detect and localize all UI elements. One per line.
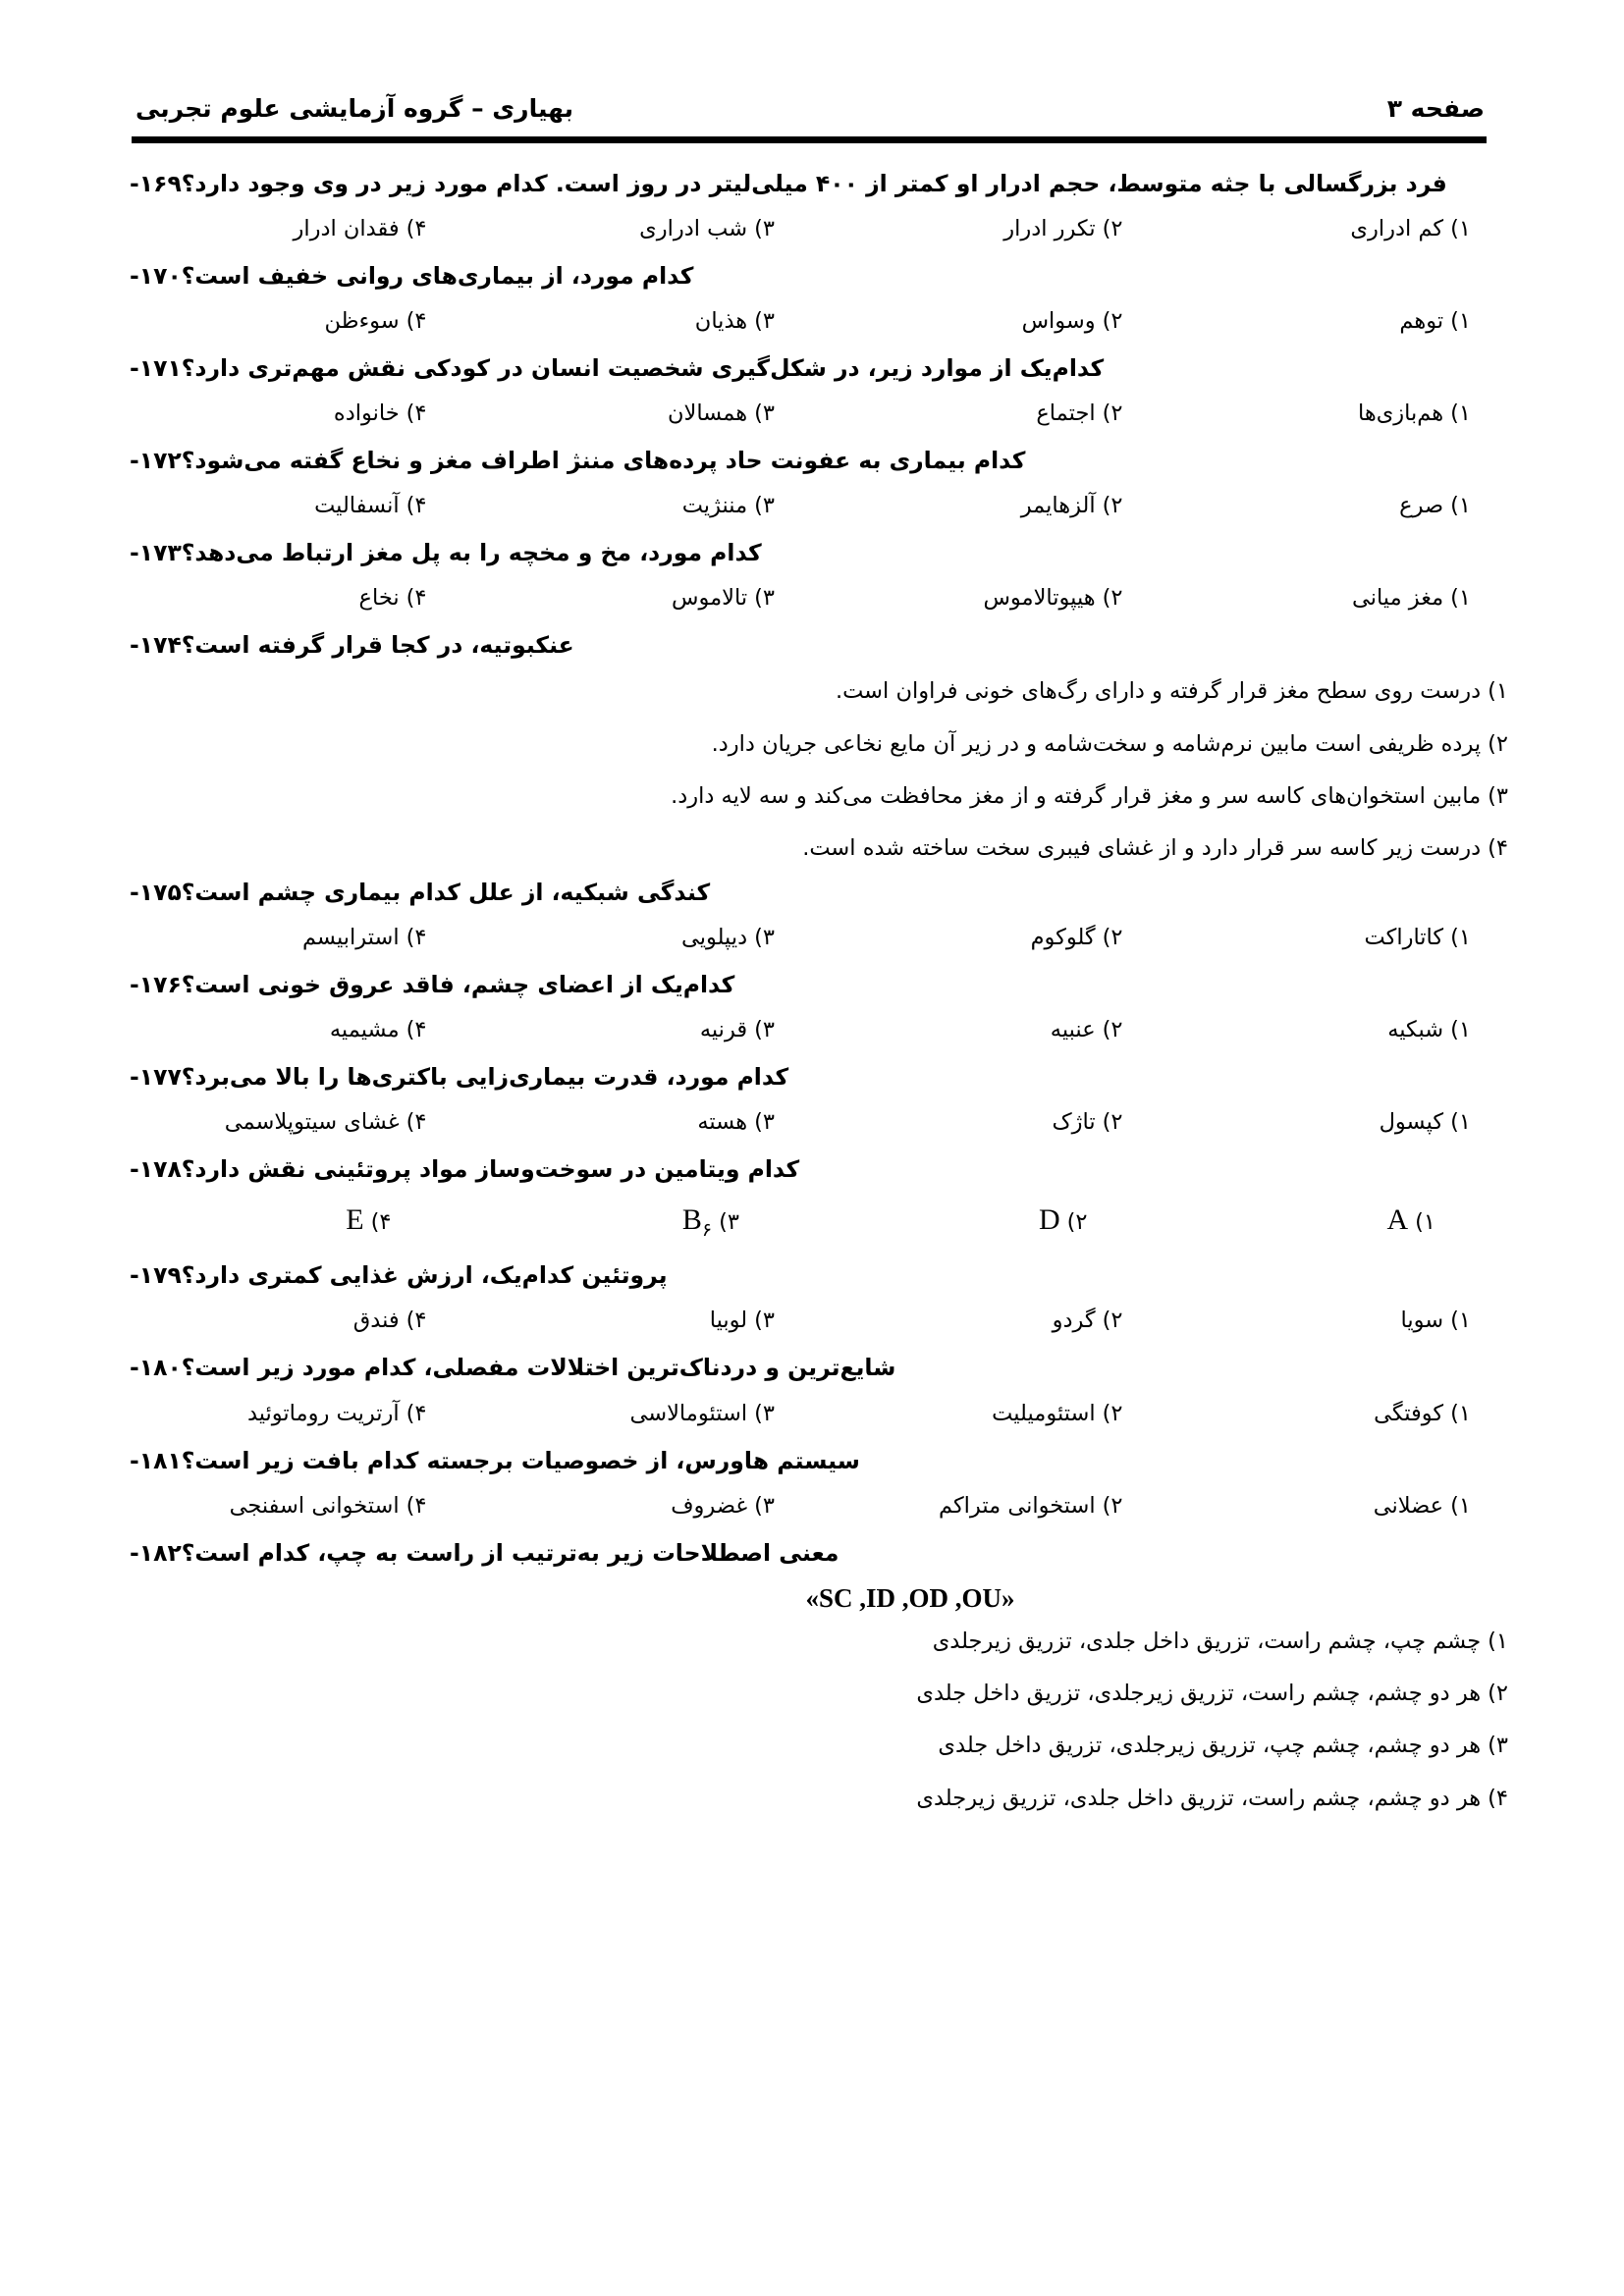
option-item[interactable] <box>812 396 1161 431</box>
option-item[interactable] <box>1161 211 1509 246</box>
option-row <box>116 211 1508 246</box>
question-item <box>116 534 1508 615</box>
option-label: ۴) <box>406 1016 427 1042</box>
option-text: گردو <box>1052 1308 1096 1334</box>
option-text: چشم چپ، چشم راست، تزریق داخل جلدی، تزریق زیرجلدی <box>932 1628 1482 1654</box>
option-text-base: B <box>681 1203 702 1236</box>
question-stem <box>116 1150 1508 1188</box>
option-item[interactable] <box>120 673 1508 710</box>
option-text: مغز میانی <box>1351 585 1444 612</box>
option-text: کاتاراکت <box>1364 924 1444 950</box>
option-label: ۴) <box>406 1400 427 1426</box>
option-text: تاژک <box>1052 1108 1096 1135</box>
option-list <box>116 1624 1508 1817</box>
option-text: استرابیسم <box>301 924 400 950</box>
option-label: ۳) <box>754 1108 775 1135</box>
option-label: ۲) <box>1102 400 1123 427</box>
option-label: ۲) <box>1102 493 1123 519</box>
option-item[interactable] <box>116 580 464 615</box>
option-item[interactable] <box>116 303 464 339</box>
option-item[interactable] <box>464 1488 813 1523</box>
question-number: ۱۷۵- <box>130 878 182 906</box>
option-label: ۱) <box>1488 678 1508 705</box>
option-label: ۱) <box>1450 1108 1471 1135</box>
option-item[interactable] <box>1161 1197 1509 1246</box>
question-text: عنکبوتیه، در کجا قرار گرفته است؟ <box>181 631 574 660</box>
option-text: آلزهایمر <box>1020 493 1096 519</box>
option-text: هر دو چشم، چشم راست، تزریق زیرجلدی، تزریق داخل جلدی <box>916 1680 1482 1706</box>
option-item[interactable] <box>116 1197 464 1246</box>
option-item[interactable] <box>1161 396 1509 431</box>
option-label: ۴) <box>406 1492 427 1519</box>
question-stem <box>116 1256 1508 1294</box>
option-label: ۱) <box>1415 1209 1435 1235</box>
option-text: نخاع <box>358 585 400 612</box>
option-item[interactable] <box>1161 1104 1509 1140</box>
option-text: درست زیر کاسه سر قرار دارد و از غشای فیبری سخت ساخته شده است. <box>802 835 1482 862</box>
option-text: سوءظن <box>324 308 400 335</box>
option-text: مابین استخوان‌های کاسه سر و مغز قرار گرفته و از مغز محافظت می‌کند و سه لایه دارد. <box>671 783 1482 810</box>
question-text: پروتئین کدام‌یک، ارزش غذایی کمتری دارد؟ <box>181 1261 668 1290</box>
option-item[interactable] <box>812 1488 1161 1523</box>
option-item[interactable] <box>120 1781 1508 1817</box>
option-label: ۱) <box>1450 1400 1471 1426</box>
question-number: ۱۷۳- <box>130 539 182 567</box>
option-text: تالاموس <box>672 585 748 612</box>
header-divider <box>132 136 1487 143</box>
option-label: ۳) <box>754 1400 775 1426</box>
option-item[interactable] <box>116 1012 464 1047</box>
option-row <box>116 1012 1508 1047</box>
question-number: ۱۷۰- <box>130 262 182 291</box>
option-text: فقدان ادرار <box>293 216 400 242</box>
option-label: ۲) <box>1102 216 1123 242</box>
option-label: ۳) <box>754 924 775 950</box>
question-stem <box>116 442 1508 479</box>
question-text: کدام‌یک از موارد زیر، در شکل‌گیری شخصیت انسان در کودکی نقش مهم‌تری دارد؟ <box>181 354 1105 383</box>
question-text: کدام مورد، از بیماری‌های روانی خفیف است؟ <box>181 262 694 291</box>
option-item[interactable] <box>116 1104 464 1140</box>
option-item[interactable] <box>812 920 1161 955</box>
question-list <box>116 165 1508 1817</box>
option-text: D <box>1038 1203 1060 1236</box>
option-item[interactable] <box>1161 303 1509 339</box>
option-text: هر دو چشم، چشم راست، تزریق داخل جلدی، تزریق زیرجلدی <box>916 1785 1482 1811</box>
option-item[interactable] <box>464 211 813 246</box>
option-text: استخوانی اسفنجی <box>229 1492 400 1519</box>
option-label: ۳) <box>719 1209 739 1235</box>
option-label: ۲) <box>1102 1016 1123 1042</box>
option-item[interactable] <box>464 1303 813 1338</box>
option-item[interactable] <box>1161 920 1509 955</box>
option-label: ۱) <box>1450 1016 1471 1042</box>
option-row <box>116 1303 1508 1338</box>
option-item[interactable] <box>464 488 813 523</box>
question-item <box>116 1150 1508 1246</box>
question-item <box>116 1534 1508 1817</box>
option-text: شبکیه <box>1387 1016 1444 1042</box>
option-label: ۳) <box>754 216 775 242</box>
option-row <box>116 1197 1508 1246</box>
header-exam-title: بهیاری – گروه آزمایشی علوم تجربی <box>135 94 574 123</box>
question-stem <box>116 966 1508 1003</box>
option-item[interactable] <box>116 396 464 431</box>
option-label: ۴) <box>406 216 427 242</box>
question-item <box>116 1442 1508 1523</box>
option-text <box>681 1203 713 1241</box>
option-text: اجتماع <box>1036 400 1096 427</box>
option-row <box>116 1488 1508 1523</box>
option-label: ۳) <box>754 1308 775 1334</box>
option-item[interactable] <box>812 1197 1161 1246</box>
option-label: ۱) <box>1450 924 1471 950</box>
option-row <box>116 396 1508 431</box>
option-label: ۱) <box>1450 1308 1471 1334</box>
option-label: ۴) <box>1488 1785 1508 1811</box>
option-label: ۱) <box>1450 585 1471 612</box>
option-item[interactable] <box>464 920 813 955</box>
question-number: ۱۶۹- <box>130 170 182 197</box>
option-item[interactable] <box>464 580 813 615</box>
option-label: ۴) <box>406 400 427 427</box>
option-item[interactable] <box>120 726 1508 763</box>
option-text: گلوکوم <box>1030 924 1096 950</box>
option-item[interactable] <box>120 1676 1508 1712</box>
option-text: آنسفالیت <box>314 493 400 519</box>
option-item[interactable] <box>1161 1012 1509 1047</box>
question-item <box>116 1256 1508 1338</box>
option-text: دیپلویی <box>680 924 748 950</box>
option-item[interactable] <box>812 1104 1161 1140</box>
question-stem <box>116 1058 1508 1095</box>
option-item[interactable] <box>464 1012 813 1047</box>
question-number: ۱۷۴- <box>130 631 182 660</box>
option-item[interactable] <box>464 1396 813 1431</box>
option-text: کپسول <box>1379 1108 1444 1135</box>
question-number: ۱۸۰- <box>130 1354 182 1382</box>
option-label: ۲) <box>1102 1400 1123 1426</box>
option-row <box>116 1104 1508 1140</box>
option-label: ۲) <box>1102 585 1123 612</box>
option-text: صرع <box>1399 493 1444 519</box>
option-text: عضلانی <box>1373 1492 1444 1519</box>
question-item <box>116 874 1508 955</box>
option-label: ۲) <box>1102 924 1123 950</box>
option-text: عنبیه <box>1050 1016 1096 1042</box>
option-label: ۴) <box>406 308 427 335</box>
option-item[interactable] <box>116 920 464 955</box>
option-label: ۴) <box>370 1209 392 1235</box>
option-label: ۳) <box>754 400 775 427</box>
option-row <box>116 1396 1508 1431</box>
option-text: وسواس <box>1021 308 1096 335</box>
option-text: هم‌بازی‌ها <box>1357 400 1444 427</box>
option-label: ۴) <box>406 585 427 612</box>
question-item <box>116 349 1508 431</box>
question-number: ۱۷۸- <box>130 1154 182 1183</box>
option-text: هیپوتالاموس <box>983 585 1096 612</box>
question-text: کدام مورد، مخ و مخچه را به پل مغز ارتباط می‌دهد؟ <box>181 539 762 567</box>
option-item[interactable] <box>1161 1396 1509 1431</box>
option-list <box>116 673 1508 867</box>
question-item <box>116 1058 1508 1140</box>
question-text: کدام مورد، قدرت بیماری‌زایی باکتری‌ها را بالا می‌برد؟ <box>181 1062 789 1091</box>
option-text: هسته <box>697 1108 748 1135</box>
option-item[interactable] <box>120 830 1508 867</box>
question-text: معنی اصطلاحات زیر به‌ترتیب از راست به چپ، کدام است؟ <box>181 1538 839 1567</box>
option-label: ۳) <box>754 493 775 519</box>
option-text: غشای سیتوپلاسمی <box>224 1108 400 1135</box>
option-item[interactable] <box>812 303 1161 339</box>
question-stem <box>116 534 1508 571</box>
option-label: ۴) <box>406 1308 427 1334</box>
option-text: قرنیه <box>699 1016 748 1042</box>
option-text: هذیان <box>694 308 748 335</box>
option-text: کوفتگی <box>1374 1400 1444 1426</box>
option-item[interactable] <box>116 1396 464 1431</box>
option-label: ۴) <box>406 493 427 519</box>
option-text: مشیمیه <box>329 1016 400 1042</box>
option-text: همسالان <box>667 400 748 427</box>
question-stem <box>116 349 1508 387</box>
question-text: کدام ویتامین در سوخت‌وساز مواد پروتئینی نقش دارد؟ <box>181 1154 800 1183</box>
question-stem <box>116 874 1508 911</box>
question-latin-terms: «SC ,ID ,OD ,OU» <box>805 1582 1015 1613</box>
question-number: ۱۷۱- <box>130 354 182 383</box>
option-text: هر دو چشم، چشم چپ، تزریق زیرجلدی، تزریق داخل جلدی <box>938 1733 1482 1759</box>
option-row <box>116 920 1508 955</box>
question-item <box>116 966 1508 1047</box>
option-label: ۲) <box>1102 308 1123 335</box>
option-label: ۳) <box>754 1492 775 1519</box>
question-text: سیستم هاورس، از خصوصیات برجسته کدام بافت زیر است؟ <box>181 1446 860 1474</box>
option-text: استئومالاسی <box>629 1400 748 1426</box>
option-text: توهم <box>1399 308 1444 335</box>
question-item <box>116 165 1508 246</box>
option-row <box>116 580 1508 615</box>
option-label: ۲) <box>1488 730 1508 757</box>
option-label: ۳) <box>754 1016 775 1042</box>
option-item[interactable] <box>1161 1303 1509 1338</box>
option-text: پرده ظریفی است مابین نرم‌شامه و سخت‌شامه و در زیر آن مایع نخاعی جریان دارد. <box>711 730 1482 757</box>
option-item[interactable] <box>1161 1488 1509 1523</box>
question-stem <box>116 257 1508 294</box>
option-label: ۱) <box>1488 1628 1508 1654</box>
option-item[interactable] <box>116 1488 464 1523</box>
option-text: شب ادراری <box>639 216 748 242</box>
option-item[interactable] <box>116 1303 464 1338</box>
option-label: ۱) <box>1450 400 1471 427</box>
option-label: ۱) <box>1450 1492 1471 1519</box>
question-text: کدام بیماری به عفونت حاد پرده‌های مننژ اطراف مغز و نخاع گفته می‌شود؟ <box>181 447 1026 475</box>
option-item[interactable] <box>1161 488 1509 523</box>
option-text: آرتریت روماتوئید <box>246 1400 400 1426</box>
question-number: ۱۷۲- <box>130 447 182 475</box>
page-header <box>116 94 1508 123</box>
option-text: کم ادراری <box>1350 216 1444 242</box>
option-text: A <box>1386 1203 1409 1236</box>
question-number: ۱۸۲- <box>130 1538 182 1567</box>
option-text: E <box>346 1203 364 1236</box>
option-item[interactable] <box>812 1303 1161 1338</box>
option-label: ۱) <box>1450 493 1471 519</box>
option-text: غضروف <box>671 1492 748 1519</box>
option-text-subscript: ۶ <box>701 1220 713 1241</box>
question-stem <box>116 165 1508 202</box>
option-item[interactable] <box>812 580 1161 615</box>
option-item[interactable] <box>120 1624 1508 1660</box>
option-label: ۳) <box>1488 783 1508 810</box>
option-text: خانواده <box>333 400 400 427</box>
option-text: سویا <box>1400 1308 1444 1334</box>
option-text: فندق <box>352 1308 400 1334</box>
option-label: ۱) <box>1450 308 1471 335</box>
question-text: کندگی شبکیه، از علل کدام بیماری چشم است؟ <box>181 878 711 906</box>
question-number: ۱۷۷- <box>130 1062 182 1091</box>
option-text: مننژیت <box>681 493 748 519</box>
option-text: لوبیا <box>709 1308 748 1334</box>
option-label: ۲) <box>1102 1492 1123 1519</box>
question-stem <box>116 626 1508 664</box>
option-text: استئومیلیت <box>992 1400 1096 1426</box>
question-text: کدام‌یک از اعضای چشم، فاقد عروق خونی است؟ <box>181 970 735 998</box>
option-item[interactable] <box>116 211 464 246</box>
option-label: ۳) <box>754 308 775 335</box>
option-text: استخوانی متراکم <box>938 1492 1096 1519</box>
question-item <box>116 257 1508 339</box>
option-item[interactable] <box>812 211 1161 246</box>
option-label: ۱) <box>1450 216 1471 242</box>
option-item[interactable] <box>464 1197 813 1246</box>
question-number: ۱۸۱- <box>130 1446 182 1474</box>
option-label: ۴) <box>406 924 427 950</box>
option-label: ۳) <box>1488 1733 1508 1759</box>
question-number: ۱۷۹- <box>130 1261 182 1290</box>
header-page-number: صفحه ۳ <box>1386 94 1485 123</box>
question-item <box>116 1349 1508 1430</box>
question-text: فرد بزرگسالی با جثه متوسط، حجم ادرار او کمتر از ۴۰۰ میلی‌لیتر در روز است. کدام مورد زیر در وی وجود دارد؟ <box>181 170 1447 197</box>
option-item[interactable] <box>812 488 1161 523</box>
question-stem <box>116 1349 1508 1386</box>
option-item[interactable] <box>120 1728 1508 1764</box>
option-text: درست روی سطح مغز قرار گرفته و دارای رگ‌های خونی فراوان است. <box>835 678 1482 705</box>
option-item[interactable] <box>120 778 1508 815</box>
option-label: ۳) <box>754 585 775 612</box>
option-item[interactable] <box>464 396 813 431</box>
option-label: ۲) <box>1488 1680 1508 1706</box>
option-label: ۲) <box>1102 1108 1123 1135</box>
option-label: ۴) <box>406 1108 427 1135</box>
question-number: ۱۷۶- <box>130 970 182 998</box>
option-label: ۲) <box>1102 1308 1123 1334</box>
question-stem <box>116 1534 1508 1572</box>
option-row <box>116 488 1508 523</box>
question-item <box>116 626 1508 867</box>
option-item[interactable] <box>116 488 464 523</box>
option-item[interactable] <box>464 303 813 339</box>
option-text: تکرر ادرار <box>1003 216 1096 242</box>
option-row <box>116 303 1508 339</box>
option-label: ۴) <box>1488 835 1508 862</box>
question-item <box>116 442 1508 523</box>
option-item[interactable] <box>812 1396 1161 1431</box>
question-stem <box>116 1442 1508 1479</box>
option-label: ۲) <box>1066 1209 1088 1235</box>
question-text: شایع‌ترین و دردناک‌ترین اختلالات مفصلی، کدام مورد زیر است؟ <box>181 1354 896 1382</box>
option-item[interactable] <box>1161 580 1509 615</box>
option-item[interactable] <box>464 1104 813 1140</box>
option-item[interactable] <box>812 1012 1161 1047</box>
